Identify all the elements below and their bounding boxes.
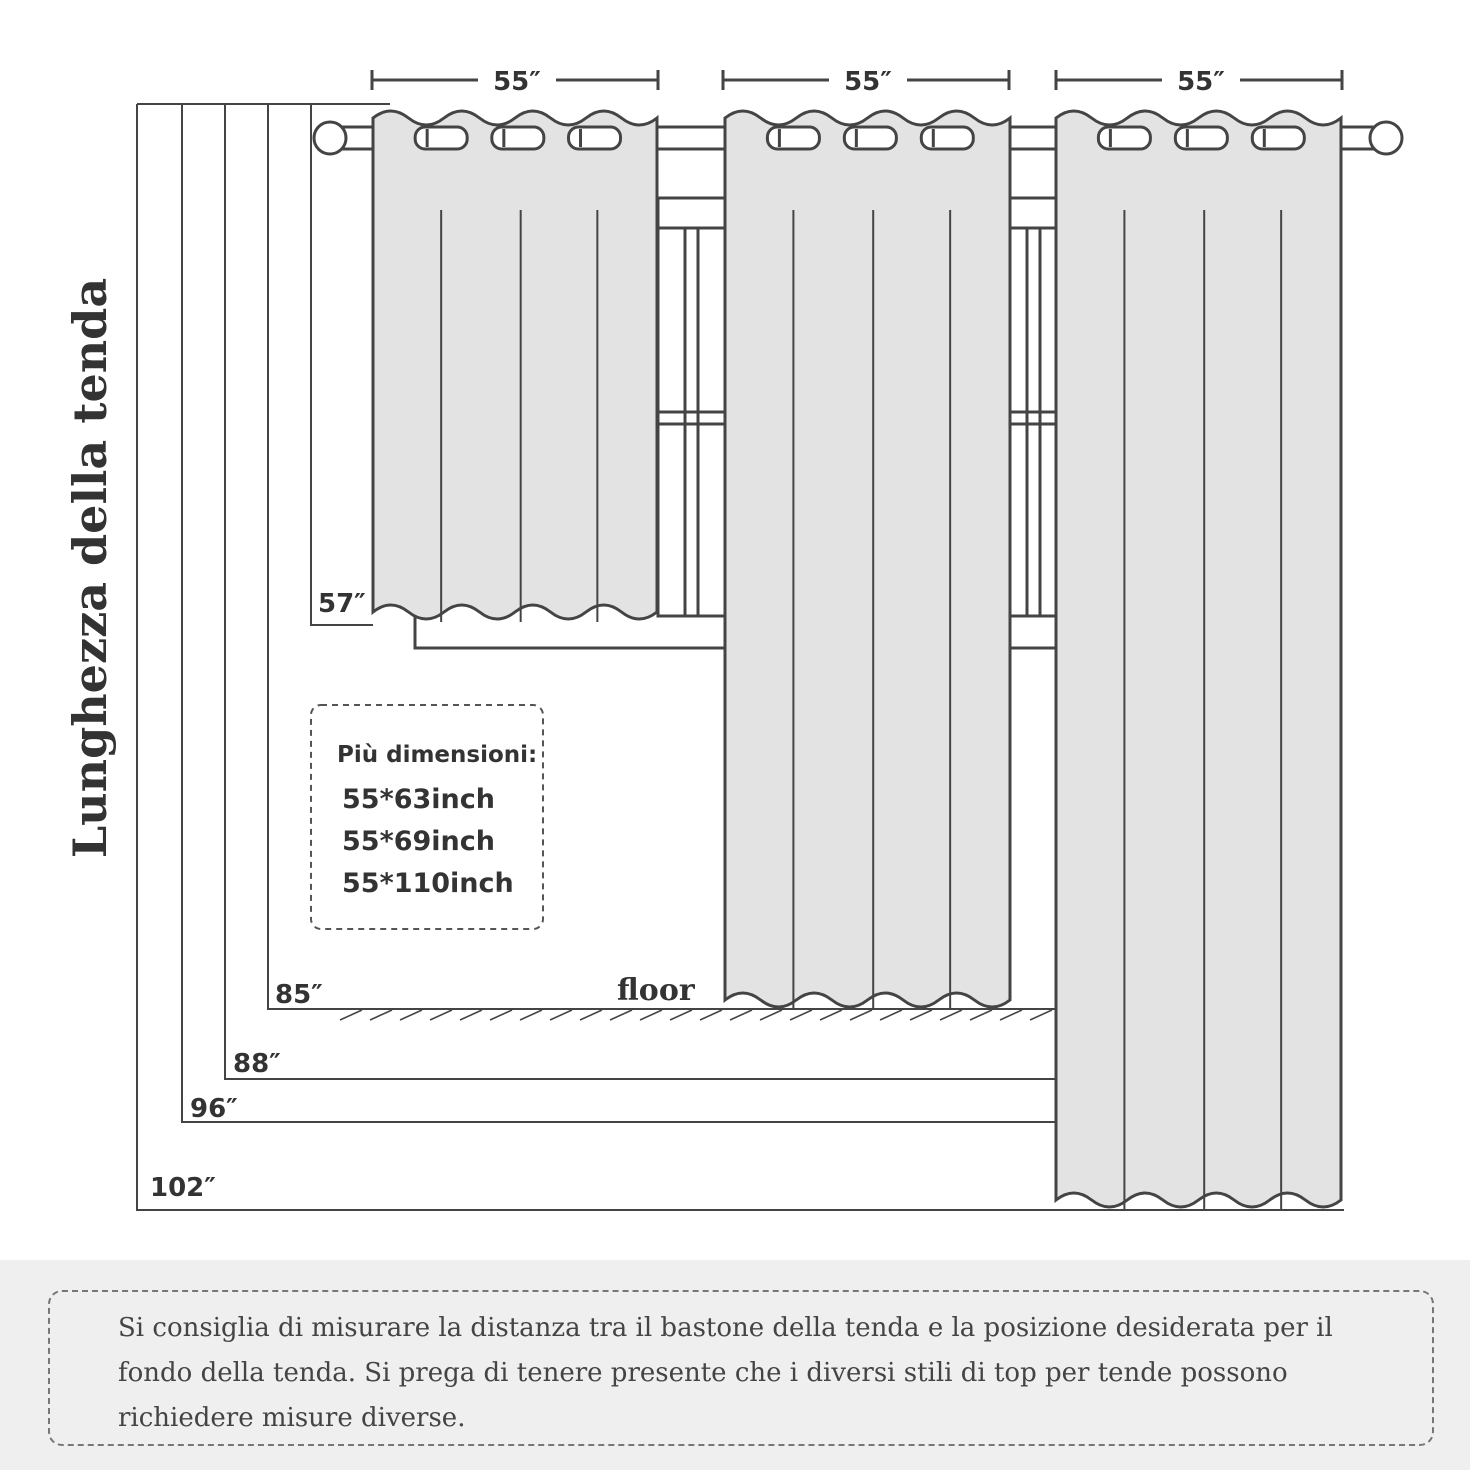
length-label-102: 102″ xyxy=(150,1173,216,1203)
curtain-panels xyxy=(373,111,1341,1210)
floor-hatch-mark xyxy=(880,1010,902,1020)
floor-hatch-mark xyxy=(700,1010,722,1020)
floor-hatch-mark xyxy=(610,1010,632,1020)
floor-label: floor xyxy=(617,973,695,1008)
grommet-ring xyxy=(844,127,896,149)
grommet-ring xyxy=(569,127,621,149)
length-label-57: 57″ xyxy=(318,589,366,619)
floor-hatch-mark xyxy=(460,1010,482,1020)
floor-hatch-mark xyxy=(490,1010,512,1020)
measurement-note: Si consiglia di misurare la distanza tra il bastone della tenda e la posizione desiderata per il fondo della tenda. Si prega di tenere presente che i diversi stili di top per tende possono richiedere misure diverse. xyxy=(118,1313,1333,1433)
more-size-item-2: 55*69inch xyxy=(342,826,495,857)
width-label-1: 55″ xyxy=(493,67,541,97)
grommet-ring xyxy=(415,127,467,149)
length-label-96: 96″ xyxy=(190,1094,238,1124)
floor-hatch-mark xyxy=(1000,1010,1022,1020)
grommet-ring xyxy=(492,127,544,149)
rod-finial-right xyxy=(1370,122,1402,154)
grommet-ring xyxy=(1175,127,1227,149)
floor-hatch-mark xyxy=(550,1010,572,1020)
floor-hatch-mark xyxy=(370,1010,392,1020)
note-box xyxy=(48,1290,1434,1446)
more-sizes-heading: Più dimensioni: xyxy=(337,742,538,768)
floor-hatch-mark xyxy=(910,1010,932,1020)
floor-hatch-mark xyxy=(520,1010,542,1020)
floor-hatch-mark xyxy=(940,1010,962,1020)
floor-line xyxy=(268,1009,1056,1020)
length-label-88: 88″ xyxy=(233,1049,281,1079)
floor-hatch-mark xyxy=(760,1010,782,1020)
floor-hatch-mark xyxy=(850,1010,872,1020)
floor-hatch-mark xyxy=(970,1010,992,1020)
curtain-panel-3 xyxy=(1056,111,1341,1207)
vertical-title: Lunghezza della tenda xyxy=(63,277,117,859)
more-size-item-3: 55*110inch xyxy=(342,868,514,899)
width-label-2: 55″ xyxy=(844,67,892,97)
rod-finial-left xyxy=(314,122,346,154)
curtain-panel-1 xyxy=(373,111,657,619)
grommet-ring xyxy=(1252,127,1304,149)
grommet-ring xyxy=(921,127,973,149)
floor-hatch-mark xyxy=(430,1010,452,1020)
bracket-57 xyxy=(311,104,373,625)
length-label-85: 85″ xyxy=(275,980,323,1010)
floor-hatch-mark xyxy=(820,1010,842,1020)
width-label-3: 55″ xyxy=(1177,67,1225,97)
floor-hatch-mark xyxy=(1030,1010,1052,1020)
floor-hatch-mark xyxy=(640,1010,662,1020)
floor-hatch-mark xyxy=(340,1010,362,1020)
floor-hatch-mark xyxy=(790,1010,812,1020)
floor-hatch-mark xyxy=(400,1010,422,1020)
grommet-ring xyxy=(767,127,819,149)
grommet-ring xyxy=(1098,127,1150,149)
curtain-panel-2 xyxy=(725,111,1010,1007)
floor-hatch-mark xyxy=(670,1010,692,1020)
more-size-item-1: 55*63inch xyxy=(342,784,495,815)
floor-hatch-mark xyxy=(730,1010,752,1020)
footer-panel xyxy=(0,1260,1470,1470)
floor-hatch-mark xyxy=(580,1010,602,1020)
